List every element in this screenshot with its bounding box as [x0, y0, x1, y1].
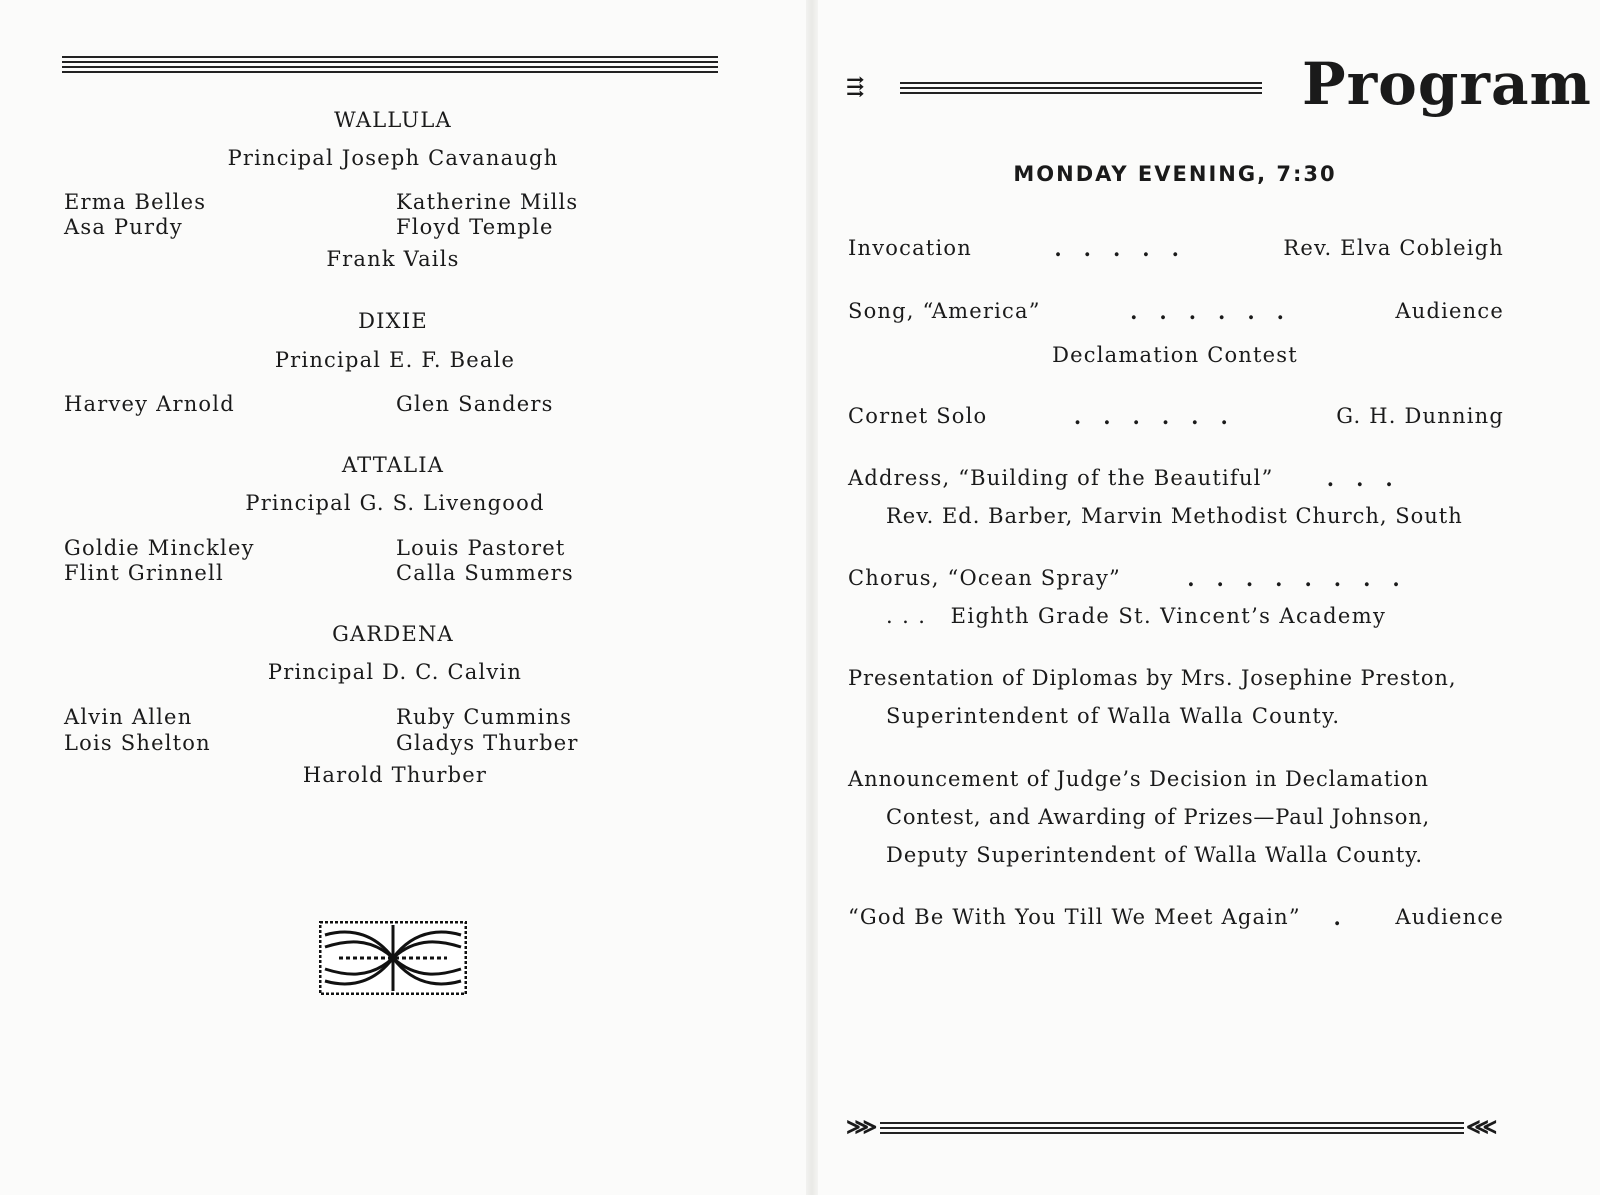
student: Harvey Arnold — [64, 392, 235, 416]
principal: Principal Joseph Cavanaugh — [227, 146, 559, 170]
item-performer: Rev. Ed. Barber, Marvin Methodist Church, South — [886, 504, 1463, 528]
ornament-icon — [319, 921, 467, 995]
student: Harold Thurber — [302, 763, 488, 787]
leader-dots: ..... — [1054, 236, 1201, 261]
student: Floyd Temple — [396, 215, 554, 239]
item-title: Address, “Building of the Beautiful” — [848, 466, 1274, 490]
item-title: “God Be With You Till We Meet Again” — [848, 905, 1301, 929]
student: Lois Shelton — [64, 731, 211, 755]
header-rule — [900, 82, 1262, 97]
student: Katherine Mills — [396, 190, 579, 214]
item-text: Deputy Superintendent of Walla Walla County. — [886, 843, 1424, 867]
leader-dots: ...... — [1073, 404, 1250, 429]
principal: Principal G. S. Livengood — [245, 491, 545, 515]
item-text: Contest, and Awarding of Prizes—Paul Johnson, — [886, 805, 1430, 829]
student: Louis Pastoret — [396, 536, 566, 560]
program-item — [848, 566, 1488, 591]
item-performer: Rev. Elva Cobleigh — [1283, 236, 1504, 260]
program-item — [848, 404, 1504, 429]
school-name: ATTALIA — [341, 453, 445, 477]
student: Frank Vails — [326, 247, 460, 271]
student: Ruby Cummins — [396, 705, 573, 729]
section-heading: Declamation Contest — [1052, 343, 1298, 367]
item-performer: G. H. Dunning — [1336, 404, 1504, 428]
item-performer: Audience — [1395, 299, 1504, 323]
ornament-left-icon: ⋙ — [846, 1114, 878, 1140]
student: Erma Belles — [64, 190, 207, 214]
student: Flint Grinnell — [64, 561, 224, 585]
page-fold — [806, 0, 818, 1195]
item-title: Chorus, “Ocean Spray” — [848, 566, 1121, 590]
program-item — [848, 905, 1504, 930]
student: Glen Sanders — [396, 392, 554, 416]
item-title: Song, “America” — [848, 299, 1041, 323]
leader-dots: . — [1333, 905, 1363, 930]
student: Gladys Thurber — [396, 731, 579, 755]
item-performer: Audience — [1395, 905, 1504, 929]
page-title: Program — [1302, 50, 1592, 118]
program-item — [848, 299, 1504, 324]
student: Asa Purdy — [64, 215, 183, 239]
student: Alvin Allen — [64, 705, 193, 729]
program-item — [848, 236, 1504, 261]
arrow-ornament-icon: ⇶ — [846, 74, 865, 100]
leader-dots: ...... — [1130, 299, 1306, 324]
item-text: Superintendent of Walla Walla County. — [886, 704, 1341, 728]
footer-rule — [880, 1122, 1464, 1137]
principal: Principal E. F. Beale — [274, 348, 516, 372]
leader-dots: ... — [1326, 466, 1415, 491]
subtitle: MONDAY EVENING, 7:30 — [1013, 162, 1337, 186]
school-name: WALLULA — [334, 108, 452, 132]
school-name: GARDENA — [332, 622, 454, 646]
leader-dots: ........ — [1187, 566, 1422, 591]
item-title: Invocation — [848, 236, 972, 260]
program-item — [848, 466, 1468, 491]
top-rule — [62, 56, 718, 76]
item-text: Announcement of Judge’s Decision in Declamation — [848, 767, 1429, 791]
principal: Principal D. C. Calvin — [267, 660, 523, 684]
student: Calla Summers — [396, 561, 574, 585]
student: Goldie Minckley — [64, 536, 255, 560]
school-name: DIXIE — [358, 309, 428, 333]
item-text: Presentation of Diplomas by Mrs. Josephine Preston, — [848, 666, 1457, 690]
ornament-right-icon: ⋘ — [1466, 1114, 1498, 1140]
item-title: Cornet Solo — [848, 404, 988, 428]
item-performer: . . . Eighth Grade St. Vincent’s Academy — [886, 604, 1387, 628]
